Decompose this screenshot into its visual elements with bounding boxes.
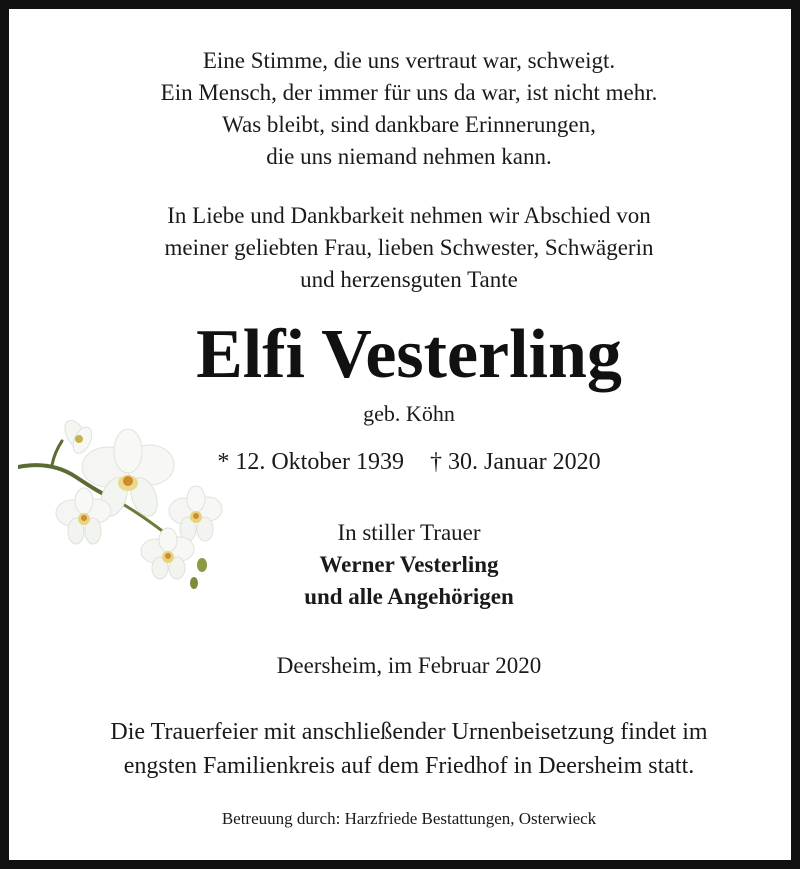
poem-line: Ein Mensch, der immer für uns da war, ist nicht mehr. bbox=[160, 80, 658, 105]
mourner-name: und alle Angehörigen bbox=[304, 584, 514, 609]
place-date: Deersheim, im Februar 2020 bbox=[276, 653, 542, 678]
birth-date: * 12. Oktober 1939 bbox=[217, 449, 404, 475]
intro-line: In Liebe und Dankbarkeit nehmen wir Abschied von bbox=[167, 203, 651, 228]
mourner-name: Werner Vesterling bbox=[319, 552, 499, 577]
poem-line: Was bleibt, sind dankbare Erinnerungen, bbox=[222, 112, 596, 137]
birth-name: geb. Köhn bbox=[363, 401, 455, 426]
undertaker-credit: Betreuung durch: Harzfriede Bestattungen, Osterwieck bbox=[221, 809, 597, 828]
intro-line: meiner geliebten Frau, lieben Schwester, Schwägerin bbox=[164, 235, 654, 260]
mourning-heading: In stiller Trauer bbox=[337, 520, 481, 545]
life-dates bbox=[9, 449, 800, 476]
funeral-note-line: Die Trauerfeier mit anschließender Urnenbeisetzung findet im bbox=[110, 719, 708, 745]
intro-line: und herzensguten Tante bbox=[300, 267, 518, 292]
poem-line: die uns niemand nehmen kann. bbox=[266, 144, 552, 169]
poem-line: Eine Stimme, die uns vertraut war, schweigt. bbox=[202, 48, 616, 73]
funeral-note-line: engsten Familienkreis auf dem Friedhof in Deersheim statt. bbox=[123, 753, 695, 779]
death-date: † 30. Januar 2020 bbox=[430, 449, 601, 475]
deceased-name: Elfi Vesterling bbox=[196, 316, 622, 393]
